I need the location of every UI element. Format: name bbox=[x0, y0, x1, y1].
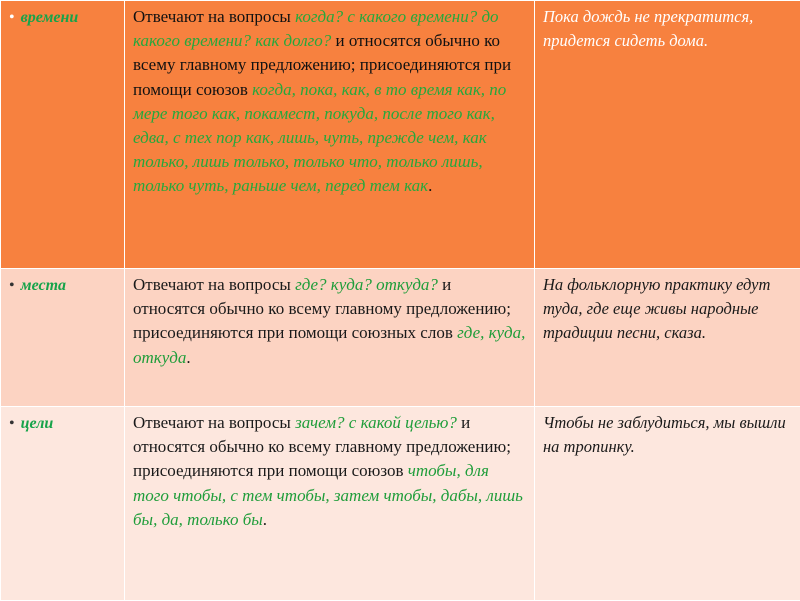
clause-type-label bbox=[1, 407, 124, 435]
desc-keywords: когда? с какого времени? до какого времени? как долго? bbox=[133, 7, 499, 50]
description-cell bbox=[125, 407, 535, 601]
desc-plain: Отвечают на вопросы bbox=[133, 275, 295, 294]
desc-plain: и относятся обычно ко всему главному предложению; присоединяются при помощи союзных слов bbox=[133, 275, 511, 342]
desc-plain: . bbox=[186, 348, 190, 367]
desc-plain: . bbox=[428, 176, 432, 195]
table-row bbox=[1, 269, 800, 407]
clause-type-text: времени bbox=[21, 9, 79, 26]
description-text bbox=[125, 407, 534, 532]
desc-keywords: где? куда? откуда? bbox=[295, 275, 438, 294]
desc-keywords: чтобы, для того чтобы, с тем чтобы, затем чтобы, дабы, лишь бы, да, только бы bbox=[133, 461, 523, 528]
description-text bbox=[125, 269, 534, 370]
description-text bbox=[125, 1, 534, 199]
desc-keywords: когда, пока, как, в то время как, по мере того как, покамест, покуда, после того как, едва, с тех пор как, лишь, чуть, прежде чем, как только, лишь только, только что, только лишь, только чуть, раньше чем, перед тем как bbox=[133, 80, 506, 196]
bullet-icon: • bbox=[9, 277, 15, 294]
description-cell bbox=[125, 269, 535, 407]
table-row bbox=[1, 407, 800, 601]
desc-plain: . bbox=[263, 510, 267, 529]
example-cell bbox=[535, 1, 800, 269]
clause-type-text: места bbox=[21, 277, 66, 294]
desc-plain: и относятся обычно ко всему главному предложению; присоединяются при помощи союзов bbox=[133, 413, 511, 480]
bullet-icon: • bbox=[9, 415, 15, 432]
type-cell bbox=[1, 407, 125, 601]
type-cell bbox=[1, 1, 125, 269]
desc-plain: Отвечают на вопросы bbox=[133, 413, 295, 432]
desc-keywords: где, куда, откуда bbox=[133, 323, 525, 366]
table-row bbox=[1, 1, 800, 269]
description-cell bbox=[125, 1, 535, 269]
example-cell bbox=[535, 407, 800, 601]
bullet-icon: • bbox=[9, 9, 15, 26]
desc-keywords: зачем? с какой целью? bbox=[295, 413, 457, 432]
desc-plain: и относятся обычно ко всему главному предложению; присоединяются при помощи союзов bbox=[133, 31, 511, 98]
clause-type-label bbox=[1, 269, 124, 297]
example-text: На фольклорную практику едут туда, где еще живы народные традиции песни, сказа. bbox=[535, 269, 800, 345]
clause-type-label bbox=[1, 1, 124, 29]
clause-type-text: цели bbox=[21, 415, 54, 432]
example-text: Чтобы не заблудиться, мы вышли на тропинку. bbox=[535, 407, 800, 459]
example-cell bbox=[535, 269, 800, 407]
example-text: Пока дождь не прекратится, придется сидеть дома. bbox=[535, 1, 800, 53]
desc-plain: Отвечают на вопросы bbox=[133, 7, 295, 26]
type-cell bbox=[1, 269, 125, 407]
